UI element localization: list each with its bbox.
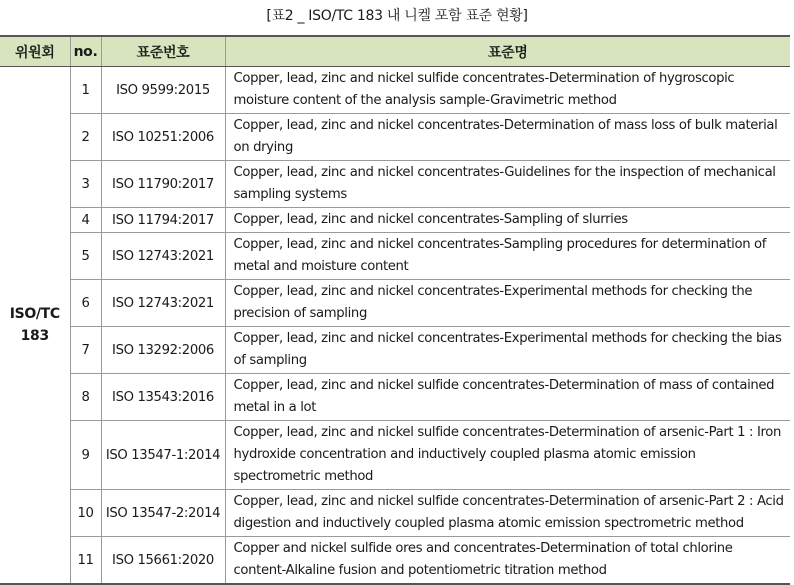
header-standard-title: 표준명 — [225, 36, 790, 67]
standard-title: Copper, lead, zinc and nickel sulfide concentrates-Determination of hygroscopic moisture content of the analysis sample-Gravimetric method — [225, 67, 790, 114]
row-number: 3 — [70, 161, 101, 208]
row-number: 7 — [70, 327, 101, 374]
row-number: 4 — [70, 208, 101, 233]
row-number: 10 — [70, 490, 101, 537]
standard-title: Copper, lead, zinc and nickel concentrates-Determination of mass loss of bulk material on drying — [225, 114, 790, 161]
table-caption: [표2 _ ISO/TC 183 내 니켈 포함 표준 현황] — [266, 8, 528, 24]
row-number: 11 — [70, 537, 101, 585]
table-row — [0, 537, 790, 585]
header-committee: 위원회 — [0, 36, 70, 67]
standard-title: Copper, lead, zinc and nickel concentrates-Sampling procedures for determination of metal and moisture content — [225, 233, 790, 280]
standard-number: ISO 13547-2:2014 — [101, 490, 225, 537]
table-row — [0, 114, 790, 161]
standards-table — [0, 35, 790, 585]
table-body — [0, 67, 790, 585]
standard-number: ISO 13547-1:2014 — [101, 421, 225, 490]
standard-number: ISO 10251:2006 — [101, 114, 225, 161]
standard-number: ISO 11794:2017 — [101, 208, 225, 233]
table-row — [0, 280, 790, 327]
standard-title: Copper, lead, zinc and nickel sulfide concentrates-Determination of arsenic-Part 2 : Acid digestion and inductively coupled plasma atomic emission spectrometric method — [225, 490, 790, 537]
standard-title: Copper, lead, zinc and nickel concentrates-Experimental methods for checking the precision of sampling — [225, 280, 790, 327]
row-number: 1 — [70, 67, 101, 114]
standard-number: ISO 11790:2017 — [101, 161, 225, 208]
standard-number: ISO 15661:2020 — [101, 537, 225, 585]
row-number: 5 — [70, 233, 101, 280]
standard-number: ISO 12743:2021 — [101, 280, 225, 327]
row-number: 6 — [70, 280, 101, 327]
standard-title: Copper, lead, zinc and nickel concentrates-Sampling of slurries — [225, 208, 790, 233]
table-row — [0, 67, 790, 114]
standard-title: Copper, lead, zinc and nickel concentrates-Experimental methods for checking the bias of sampling — [225, 327, 790, 374]
standard-title: Copper, lead, zinc and nickel sulfide concentrates-Determination of mass of contained metal in a lot — [225, 374, 790, 421]
standard-number: ISO 13292:2006 — [101, 327, 225, 374]
table-row — [0, 233, 790, 280]
standard-title: Copper, lead, zinc and nickel concentrates-Guidelines for the inspection of mechanical sampling systems — [225, 161, 790, 208]
committee-cell — [0, 67, 70, 585]
standard-number: ISO 12743:2021 — [101, 233, 225, 280]
header-no: no. — [70, 36, 101, 67]
row-number: 9 — [70, 421, 101, 490]
standard-number: ISO 13543:2016 — [101, 374, 225, 421]
table-row — [0, 374, 790, 421]
committee-label: ISO/TC 183 — [9, 306, 60, 344]
table-row — [0, 161, 790, 208]
table-row — [0, 421, 790, 490]
table-row — [0, 490, 790, 537]
table-header-row — [0, 36, 790, 67]
header-standard-number: 표준번호 — [101, 36, 225, 67]
standard-title: Copper and nickel sulfide ores and concentrates-Determination of total chlorine content-Alkaline fusion and potentiometric titration method — [225, 537, 790, 585]
row-number: 8 — [70, 374, 101, 421]
standard-title: Copper, lead, zinc and nickel sulfide concentrates-Determination of arsenic-Part 1 : Iron hydroxide concentration and inductively coupled plasma atomic emission spectrometric method — [225, 421, 790, 490]
row-number: 2 — [70, 114, 101, 161]
table-row — [0, 327, 790, 374]
standard-number: ISO 9599:2015 — [101, 67, 225, 114]
table-row — [0, 208, 790, 233]
